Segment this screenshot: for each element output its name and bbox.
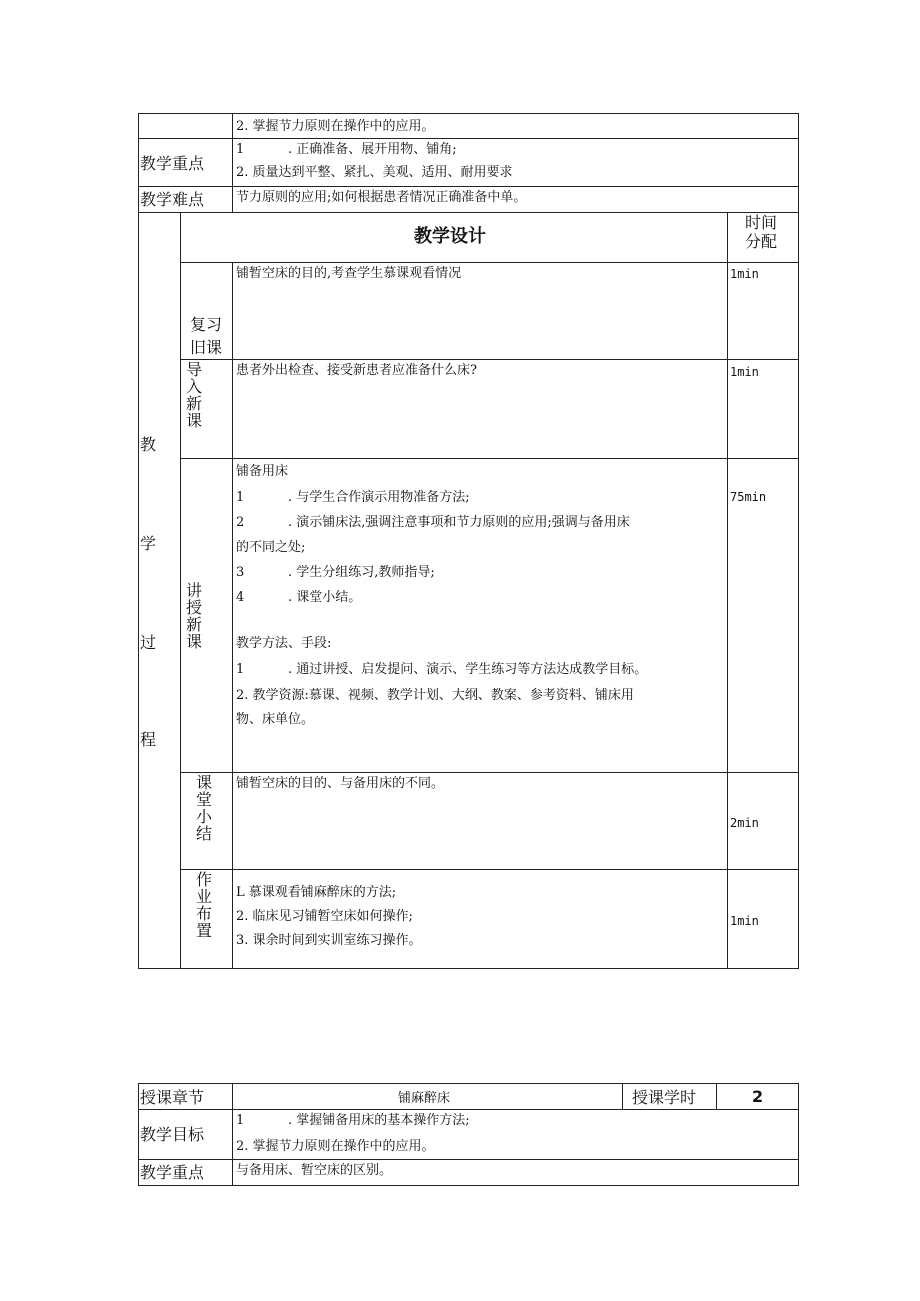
table-rule: [798, 1083, 799, 1186]
table-rule: [138, 138, 799, 139]
list-number: 4: [236, 590, 245, 605]
design-header: 教学设计: [414, 226, 486, 247]
table-rule: [180, 772, 799, 773]
table-rule: [180, 359, 799, 360]
table-rule: [180, 869, 799, 870]
table-rule: [232, 262, 233, 969]
homework-line: 3. 课余时间到实训室练习操作。: [236, 933, 422, 948]
summary-text: 铺暂空床的目的、与备用床的不同。: [236, 776, 445, 791]
process-char: 教: [140, 435, 157, 454]
list-number: 1: [236, 490, 245, 505]
summary-time: 2min: [730, 816, 759, 830]
hours-value: 2: [752, 1087, 764, 1106]
list-number: 1: [236, 142, 245, 157]
process-char: 程: [140, 730, 157, 749]
section-label-intro: 导入新课: [185, 360, 202, 430]
homework-time: 1min: [730, 914, 759, 928]
homework-line: 2. 临床见习铺暂空床如何操作;: [236, 909, 413, 924]
table-rule: [727, 212, 728, 969]
method-2-cont: 物、床单位。: [236, 712, 315, 727]
goal-label: 教学目标: [140, 1125, 205, 1144]
key-points-label: 教学重点: [140, 1163, 205, 1182]
table-rule: [138, 1159, 799, 1160]
list-text: . 通过讲授、启发提问、演示、学生练习等方法达成教学目标。: [288, 662, 648, 677]
goal-line-1: [236, 1113, 470, 1129]
key-point-1: [236, 142, 457, 158]
methods-title: 教学方法、手段:: [236, 636, 332, 651]
process-char: 过: [140, 633, 157, 652]
table-rule: [798, 113, 799, 969]
intro-time: 1min: [730, 365, 759, 379]
table-rule: [232, 113, 233, 212]
list-number: 2: [236, 515, 245, 530]
intro-text: 患者外出检查、接受新患者应准备什么床?: [236, 363, 477, 378]
list-number: 3: [236, 565, 245, 580]
table-rule: [622, 1083, 623, 1109]
new-item: [236, 490, 470, 506]
list-text: . 课堂小结。: [288, 590, 362, 605]
chapter-value: 铺麻醉床: [398, 1091, 451, 1106]
list-text: . 学生分组练习,教师指导;: [288, 565, 435, 580]
new-title: 铺备用床: [236, 464, 289, 479]
chapter-label: 授课章节: [140, 1088, 205, 1107]
list-number: 1: [236, 662, 245, 677]
table-rule: [138, 212, 799, 213]
table-rule: [138, 113, 139, 969]
new-item: [236, 515, 630, 531]
difficulty-label: 教学难点: [140, 190, 205, 209]
list-text: . 与学生合作演示用物准备方法;: [288, 490, 470, 505]
list-number: 1: [236, 1113, 245, 1128]
time-header-1: 时间: [745, 213, 778, 232]
table-rule: [138, 113, 799, 114]
key-points-label: 教学重点: [140, 154, 205, 173]
section-label-summary: 课堂小结: [195, 773, 212, 843]
section-label-new: 讲授新课: [185, 581, 202, 651]
key-point-2: 2. 质量达到平整、紧扎、美观、适用、耐用要求: [236, 165, 513, 180]
section-label-homework: 作业布置: [195, 870, 212, 940]
section-label-review-2: 旧课: [190, 338, 223, 357]
table-rule: [138, 1083, 799, 1084]
method-2: 2. 教学资源:慕课、视频、教学计划、大纲、教案、参考资料、铺床用: [236, 688, 634, 703]
hours-label: 授课学时: [632, 1088, 697, 1107]
time-header-2: 分配: [745, 232, 778, 251]
table-rule: [138, 1185, 799, 1186]
section-label-review-1: 复习: [190, 315, 223, 334]
review-time: 1min: [730, 267, 759, 281]
goal-line-2: 2. 掌握节力原则在操作中的应用。: [236, 1139, 435, 1154]
table-rule: [180, 458, 799, 459]
table-rule: [138, 1083, 139, 1186]
method-1: [236, 662, 647, 678]
table-rule: [232, 1083, 233, 1186]
difficulty-text: 节力原则的应用;如何根据患者情况正确准备中单。: [236, 190, 527, 205]
list-text: . 正确准备、展开用物、铺角;: [288, 142, 457, 157]
new-item-cont: 的不同之处;: [236, 540, 306, 555]
table-rule: [716, 1083, 717, 1109]
list-text: . 掌握铺备用床的基本操作方法;: [288, 1113, 470, 1128]
new-item: [236, 565, 435, 581]
table-rule: [180, 212, 181, 969]
list-text: . 演示铺床法,强调注意事项和节力原则的应用;强调与备用床: [288, 515, 630, 530]
table-rule: [180, 262, 799, 263]
new-item: [236, 590, 361, 606]
table-rule: [138, 968, 799, 969]
homework-line: L 慕课观看铺麻醉床的方法;: [236, 885, 397, 900]
process-char: 学: [140, 534, 157, 553]
review-text: 铺暂空床的目的,考查学生慕课观看情况: [236, 266, 462, 281]
key-points-text: 与备用床、暂空床的区别。: [236, 1163, 393, 1178]
table-rule: [138, 1109, 799, 1110]
table-rule: [138, 186, 799, 187]
goal-line-2: 2. 掌握节力原则在操作中的应用。: [236, 119, 435, 134]
new-time: 75min: [730, 490, 767, 504]
